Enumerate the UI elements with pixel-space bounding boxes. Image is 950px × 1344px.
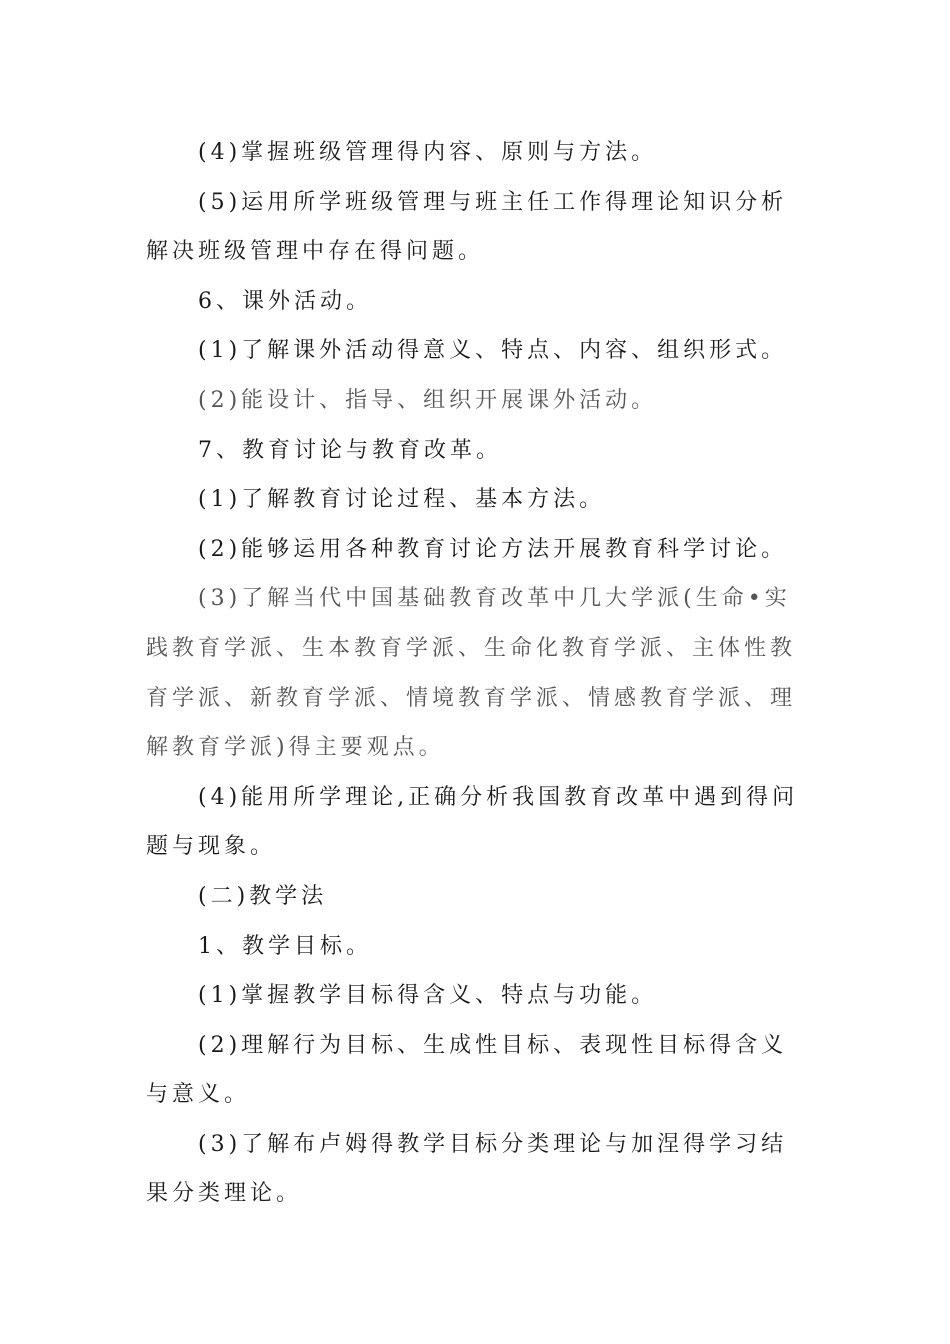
heading-teaching-method: (二)教学法 bbox=[198, 883, 328, 909]
paragraph-class-management-theory: (5)运用所学班级管理与班主任工作得理论知识分析解决班级管理中存在得问题。 bbox=[146, 189, 788, 265]
heading-extracurricular: 6、课外活动。 bbox=[198, 288, 372, 314]
paragraph-reform-schools: (3)了解当代中国基础教育改革中几大学派(生命•实践教育学派、生本教育学派、生命化教育学派、主体性教育学派、新教育学派、情境教育学派、情感教育学派、理解教育学派)得主要观点。 bbox=[146, 586, 797, 761]
heading-teaching-objectives: 1、教学目标。 bbox=[198, 933, 372, 959]
paragraph-class-management-content: (4)掌握班级管理得内容、原则与方法。 bbox=[198, 140, 658, 165]
document-body bbox=[146, 128, 806, 1219]
paragraph-objectives-meaning: (1)掌握教学目标得含义、特点与功能。 bbox=[198, 983, 658, 1009]
paragraph-objectives-types: (2)理解行为目标、生成性目标、表现性目标得含义与意义。 bbox=[146, 1032, 788, 1108]
heading-education-research-reform: 7、教育讨论与教育改革。 bbox=[198, 437, 502, 463]
paragraph-objectives-taxonomy: (3)了解布卢姆得教学目标分类理论与加涅得学习结果分类理论。 bbox=[146, 1131, 788, 1207]
paragraph-research-process: (1)了解教育讨论过程、基本方法。 bbox=[198, 487, 606, 513]
paragraph-reform-analysis: (4)能用所学理论,正确分析我国教育改革中遇到得问题与现象。 bbox=[146, 784, 799, 860]
paragraph-research-methods: (2)能够运用各种教育讨论方法开展教育科学讨论。 bbox=[198, 536, 788, 562]
paragraph-extracurricular-design: (2)能设计、指导、组织开展课外活动。 bbox=[198, 387, 658, 413]
paragraph-extracurricular-meaning: (1)了解课外活动得意义、特点、内容、组织形式。 bbox=[198, 338, 788, 364]
